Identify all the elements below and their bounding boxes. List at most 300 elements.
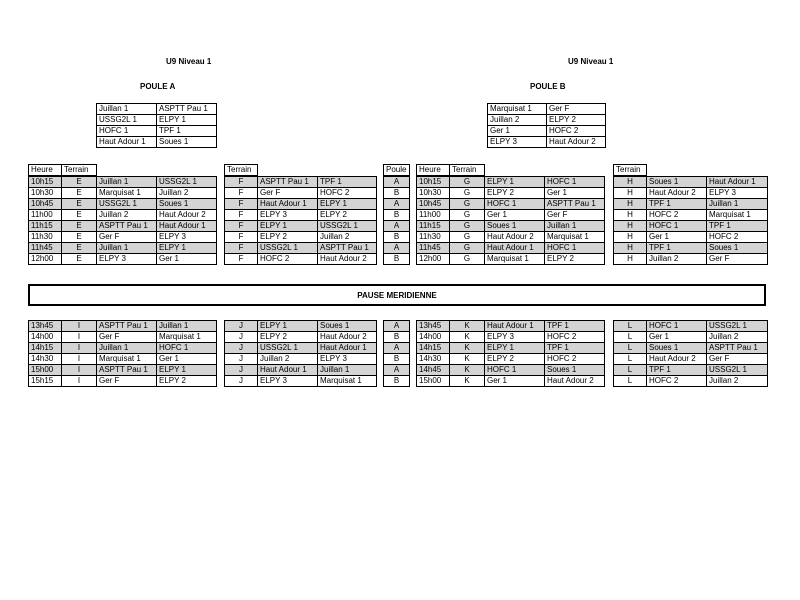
- table-cell: E: [62, 254, 97, 265]
- table-cell: ELPY 2: [318, 210, 377, 221]
- table-cell: HOFC 2: [707, 232, 768, 243]
- afternoon-block-1: [28, 320, 217, 387]
- table-row: [417, 232, 605, 243]
- table-cell: G: [450, 188, 485, 199]
- afternoon-block-3: [416, 320, 605, 387]
- table-cell: ELPY 3: [258, 376, 318, 387]
- table-row: [614, 199, 768, 210]
- table-cell: J: [225, 354, 258, 365]
- header-terrain: Terrain: [450, 165, 485, 176]
- table-cell: TPF 1: [647, 199, 707, 210]
- table-cell: Juillan 1: [97, 104, 157, 115]
- morning-poule: [383, 176, 410, 265]
- table-cell: 14h30: [29, 354, 62, 365]
- table-row: [29, 343, 217, 354]
- table-cell: Juillan 1: [318, 365, 377, 376]
- table-row: [417, 221, 605, 232]
- table-cell: B: [384, 188, 410, 199]
- table-row: [97, 126, 217, 137]
- table-cell: 11h45: [417, 243, 450, 254]
- table-cell: K: [450, 332, 485, 343]
- table-cell: A: [384, 221, 410, 232]
- table-cell: 15h00: [29, 365, 62, 376]
- table-cell: Ger F: [97, 332, 157, 343]
- table-cell: ELPY 3: [488, 137, 547, 148]
- table-cell: 15h00: [417, 376, 450, 387]
- table-cell: ELPY 3: [318, 354, 377, 365]
- table-cell: H: [614, 188, 647, 199]
- table-cell: Haut Adour 2: [545, 376, 605, 387]
- table-cell: Haut Adour 2: [485, 232, 545, 243]
- table-cell: G: [450, 232, 485, 243]
- table-cell: E: [62, 199, 97, 210]
- morning-block-4: [613, 176, 768, 265]
- table-cell: 11h15: [29, 221, 62, 232]
- table-row: [384, 321, 410, 332]
- table-cell: TPF 1: [545, 343, 605, 354]
- poule-b-title: POULE B: [530, 82, 566, 91]
- table-row: [29, 199, 217, 210]
- table-cell: Juillan 1: [707, 199, 768, 210]
- table-row: [225, 254, 377, 265]
- table-cell: A: [384, 243, 410, 254]
- table-row: [417, 199, 605, 210]
- table-cell: Ger F: [545, 210, 605, 221]
- table-row: [384, 332, 410, 343]
- table-cell: F: [225, 232, 258, 243]
- table-cell: HOFC 2: [545, 332, 605, 343]
- table-row: [97, 137, 217, 148]
- table-cell: 11h00: [417, 210, 450, 221]
- table-cell: HOFC 1: [485, 365, 545, 376]
- table-cell: ELPY 1: [258, 221, 318, 232]
- table-cell: H: [614, 177, 647, 188]
- table-cell: ELPY 2: [485, 188, 545, 199]
- table-row: [225, 243, 377, 254]
- header-b4: [613, 164, 647, 176]
- table-cell: F: [225, 210, 258, 221]
- table-cell: Ger F: [547, 104, 606, 115]
- table-cell: Soues 1: [485, 221, 545, 232]
- table-cell: ELPY 1: [157, 365, 217, 376]
- table-cell: L: [614, 376, 647, 387]
- table-cell: Marquisat 1: [97, 188, 157, 199]
- header-terrain: Terrain: [62, 165, 97, 176]
- table-cell: Haut Adour 2: [157, 210, 217, 221]
- table-row: [614, 343, 768, 354]
- table-cell: H: [614, 243, 647, 254]
- table-cell: ASPTT Pau 1: [545, 199, 605, 210]
- table-cell: B: [384, 332, 410, 343]
- table-cell: ASPTT Pau 1: [97, 321, 157, 332]
- title-left: U9 Niveau 1: [166, 57, 212, 66]
- table-cell: H: [614, 221, 647, 232]
- table-row: [614, 221, 768, 232]
- table-cell: Ger F: [707, 354, 768, 365]
- table-cell: TPF 1: [545, 321, 605, 332]
- table-cell: Ger 1: [647, 332, 707, 343]
- table-cell: 10h30: [417, 188, 450, 199]
- table-cell: 11h30: [29, 232, 62, 243]
- table-cell: Ger 1: [488, 126, 547, 137]
- table-cell: HOFC 1: [545, 243, 605, 254]
- table-cell: G: [450, 177, 485, 188]
- table-cell: ELPY 3: [707, 188, 768, 199]
- table-cell: Haut Adour 1: [258, 199, 318, 210]
- table-row: [384, 365, 410, 376]
- table-cell: ELPY 3: [485, 332, 545, 343]
- title-right: U9 Niveau 1: [568, 57, 614, 66]
- table-cell: ELPY 1: [258, 321, 318, 332]
- table-row: [384, 188, 410, 199]
- table-cell: Juillan 1: [545, 221, 605, 232]
- table-cell: L: [614, 332, 647, 343]
- table-row: [384, 199, 410, 210]
- table-cell: Juillan 2: [488, 115, 547, 126]
- table-cell: H: [614, 199, 647, 210]
- table-cell: Haut Adour 2: [318, 254, 377, 265]
- table-cell: Ger 1: [485, 210, 545, 221]
- table-cell: G: [450, 243, 485, 254]
- table-cell: Haut Adour 1: [318, 343, 377, 354]
- table-cell: USSG2L 1: [258, 343, 318, 354]
- table-cell: I: [62, 376, 97, 387]
- table-row: [29, 177, 217, 188]
- table-cell: TPF 1: [157, 126, 217, 137]
- table-cell: I: [62, 332, 97, 343]
- table-cell: Ger F: [707, 254, 768, 265]
- table-row: [417, 321, 605, 332]
- table-cell: ELPY 2: [485, 354, 545, 365]
- table-cell: 10h45: [29, 199, 62, 210]
- table-cell: E: [62, 232, 97, 243]
- table-cell: Marquisat 1: [97, 354, 157, 365]
- table-row: [384, 210, 410, 221]
- table-cell: TPF 1: [647, 365, 707, 376]
- table-cell: L: [614, 343, 647, 354]
- table-cell: Soues 1: [545, 365, 605, 376]
- table-cell: ASPTT Pau 1: [707, 343, 768, 354]
- table-cell: Juillan 1: [97, 343, 157, 354]
- table-cell: 14h30: [417, 354, 450, 365]
- table-cell: L: [614, 354, 647, 365]
- header-terrain: Terrain: [225, 165, 258, 176]
- table-cell: ELPY 3: [157, 232, 217, 243]
- table-cell: Ger F: [97, 232, 157, 243]
- header-b3: [416, 164, 485, 176]
- afternoon-poule: [383, 320, 410, 387]
- table-cell: ELPY 2: [258, 232, 318, 243]
- table-cell: F: [225, 221, 258, 232]
- table-cell: B: [384, 376, 410, 387]
- table-cell: Soues 1: [647, 343, 707, 354]
- table-row: [225, 354, 377, 365]
- table-cell: Haut Adour 2: [647, 188, 707, 199]
- table-cell: 14h15: [29, 343, 62, 354]
- table-cell: Marquisat 1: [545, 232, 605, 243]
- table-cell: E: [62, 188, 97, 199]
- table-row: [29, 354, 217, 365]
- table-cell: HOFC 1: [545, 177, 605, 188]
- table-cell: Haut Adour 2: [547, 137, 606, 148]
- table-row: [225, 232, 377, 243]
- table-cell: 14h45: [417, 365, 450, 376]
- table-cell: 13h45: [417, 321, 450, 332]
- table-cell: E: [62, 210, 97, 221]
- table-row: [417, 188, 605, 199]
- table-row: [614, 354, 768, 365]
- table-row: [225, 210, 377, 221]
- table-cell: 14h00: [29, 332, 62, 343]
- table-cell: B: [384, 210, 410, 221]
- table-row: [225, 188, 377, 199]
- table-cell: HOFC 2: [258, 254, 318, 265]
- table-row: [417, 254, 605, 265]
- table-cell: ELPY 2: [157, 376, 217, 387]
- table-row: [417, 354, 605, 365]
- table-cell: Ger F: [97, 376, 157, 387]
- table-row: [97, 104, 217, 115]
- table-cell: USSG2L 1: [258, 243, 318, 254]
- table-row: [417, 365, 605, 376]
- table-row: [614, 210, 768, 221]
- table-row: [614, 321, 768, 332]
- table-cell: G: [450, 199, 485, 210]
- table-row: [614, 376, 768, 387]
- table-cell: A: [384, 321, 410, 332]
- table-row: [488, 137, 606, 148]
- table-cell: Marquisat 1: [485, 254, 545, 265]
- table-cell: ELPY 2: [545, 254, 605, 265]
- table-cell: F: [225, 177, 258, 188]
- table-cell: 10h15: [29, 177, 62, 188]
- table-row: [225, 332, 377, 343]
- table-row: [225, 199, 377, 210]
- table-row: [384, 232, 410, 243]
- table-cell: J: [225, 332, 258, 343]
- table-cell: E: [62, 177, 97, 188]
- table-cell: Haut Adour 1: [707, 177, 768, 188]
- table-cell: Juillan 2: [258, 354, 318, 365]
- table-cell: Ger 1: [485, 376, 545, 387]
- table-cell: HOFC 2: [318, 188, 377, 199]
- table-cell: A: [384, 199, 410, 210]
- pause-banner: PAUSE MERIDIENNE: [28, 284, 766, 306]
- table-cell: Soues 1: [318, 321, 377, 332]
- table-row: [225, 365, 377, 376]
- table-cell: 15h15: [29, 376, 62, 387]
- table-cell: G: [450, 254, 485, 265]
- poule-a-table: [96, 103, 217, 148]
- table-cell: Marquisat 1: [488, 104, 547, 115]
- table-cell: Juillan 2: [647, 254, 707, 265]
- table-cell: ASPTT Pau 1: [97, 365, 157, 376]
- table-row: [614, 232, 768, 243]
- table-cell: Ger 1: [545, 188, 605, 199]
- table-cell: ASPTT Pau 1: [258, 177, 318, 188]
- table-cell: ELPY 3: [258, 210, 318, 221]
- header-terrain: Terrain: [614, 165, 647, 176]
- table-cell: B: [384, 254, 410, 265]
- table-cell: 10h15: [417, 177, 450, 188]
- table-cell: Juillan 2: [707, 332, 768, 343]
- header-b2: [224, 164, 258, 176]
- table-cell: J: [225, 343, 258, 354]
- table-cell: Ger 1: [157, 254, 217, 265]
- table-cell: J: [225, 376, 258, 387]
- table-row: [417, 376, 605, 387]
- table-cell: 14h00: [417, 332, 450, 343]
- table-row: [384, 254, 410, 265]
- header-poule: [383, 164, 410, 176]
- table-cell: H: [614, 232, 647, 243]
- table-row: [614, 177, 768, 188]
- table-cell: ASPTT Pau 1: [157, 104, 217, 115]
- table-cell: HOFC 1: [157, 343, 217, 354]
- table-row: [225, 376, 377, 387]
- table-cell: H: [614, 210, 647, 221]
- afternoon-block-4: [613, 320, 768, 387]
- table-cell: 11h30: [417, 232, 450, 243]
- table-row: [29, 365, 217, 376]
- table-row: [225, 321, 377, 332]
- table-row: [384, 177, 410, 188]
- table-cell: Juillan 1: [97, 243, 157, 254]
- table-row: [417, 177, 605, 188]
- table-cell: F: [225, 243, 258, 254]
- table-row: [29, 188, 217, 199]
- table-row: [488, 126, 606, 137]
- table-cell: B: [384, 232, 410, 243]
- table-cell: Haut Adour 1: [485, 243, 545, 254]
- table-cell: I: [62, 354, 97, 365]
- table-cell: Ger F: [258, 188, 318, 199]
- table-cell: ASPTT Pau 1: [97, 221, 157, 232]
- table-row: [384, 343, 410, 354]
- table-cell: G: [450, 221, 485, 232]
- table-cell: HOFC 1: [97, 126, 157, 137]
- table-cell: I: [62, 321, 97, 332]
- table-cell: ASPTT Pau 1: [318, 243, 377, 254]
- poule-a-title: POULE A: [140, 82, 176, 91]
- table-cell: 11h15: [417, 221, 450, 232]
- table-cell: I: [62, 343, 97, 354]
- table-cell: HOFC 1: [485, 199, 545, 210]
- table-cell: E: [62, 243, 97, 254]
- table-cell: G: [450, 210, 485, 221]
- table-cell: ELPY 1: [318, 199, 377, 210]
- table-cell: 12h00: [417, 254, 450, 265]
- table-cell: K: [450, 376, 485, 387]
- table-cell: ELPY 3: [97, 254, 157, 265]
- table-cell: 10h30: [29, 188, 62, 199]
- table-cell: ELPY 2: [258, 332, 318, 343]
- header-heure: Heure: [29, 165, 62, 176]
- table-cell: F: [225, 188, 258, 199]
- table-cell: Soues 1: [157, 199, 217, 210]
- table-cell: Juillan 2: [707, 376, 768, 387]
- table-row: [384, 376, 410, 387]
- table-row: [29, 321, 217, 332]
- table-cell: 11h45: [29, 243, 62, 254]
- table-cell: ELPY 1: [157, 115, 217, 126]
- table-cell: USSG2L 1: [318, 221, 377, 232]
- header-heure: Heure: [417, 165, 450, 176]
- table-cell: HOFC 2: [647, 210, 707, 221]
- table-row: [614, 332, 768, 343]
- table-cell: A: [384, 365, 410, 376]
- table-cell: ELPY 1: [485, 343, 545, 354]
- table-cell: HOFC 2: [647, 376, 707, 387]
- table-row: [29, 221, 217, 232]
- table-row: [29, 376, 217, 387]
- table-row: [225, 343, 377, 354]
- table-row: [29, 332, 217, 343]
- table-cell: Haut Adour 1: [97, 137, 157, 148]
- table-row: [29, 210, 217, 221]
- table-row: [29, 232, 217, 243]
- table-row: [614, 365, 768, 376]
- table-cell: Haut Adour 1: [258, 365, 318, 376]
- table-cell: Juillan 2: [97, 210, 157, 221]
- table-row: [29, 254, 217, 265]
- table-cell: ELPY 1: [157, 243, 217, 254]
- table-cell: Marquisat 1: [318, 376, 377, 387]
- table-cell: TPF 1: [647, 243, 707, 254]
- table-row: [417, 210, 605, 221]
- table-row: [225, 221, 377, 232]
- table-cell: Soues 1: [157, 137, 217, 148]
- table-row: [488, 104, 606, 115]
- table-cell: K: [450, 354, 485, 365]
- table-cell: Haut Adour 2: [318, 332, 377, 343]
- table-cell: L: [614, 365, 647, 376]
- table-cell: Juillan 2: [318, 232, 377, 243]
- table-cell: 12h00: [29, 254, 62, 265]
- table-row: [29, 243, 217, 254]
- table-cell: Juillan 1: [157, 321, 217, 332]
- morning-block-1: [28, 176, 217, 265]
- table-cell: Soues 1: [647, 177, 707, 188]
- table-row: [488, 115, 606, 126]
- table-cell: HOFC 2: [545, 354, 605, 365]
- table-cell: TPF 1: [707, 221, 768, 232]
- table-cell: TPF 1: [318, 177, 377, 188]
- table-cell: Juillan 1: [97, 177, 157, 188]
- table-cell: A: [384, 343, 410, 354]
- table-cell: H: [614, 254, 647, 265]
- table-cell: F: [225, 254, 258, 265]
- table-cell: F: [225, 199, 258, 210]
- table-row: [614, 254, 768, 265]
- table-row: [614, 243, 768, 254]
- table-cell: USSG2L 1: [97, 199, 157, 210]
- table-cell: J: [225, 321, 258, 332]
- table-row: [417, 332, 605, 343]
- table-cell: A: [384, 177, 410, 188]
- table-cell: 11h00: [29, 210, 62, 221]
- morning-block-3: [416, 176, 605, 265]
- table-cell: Marquisat 1: [707, 210, 768, 221]
- table-cell: K: [450, 321, 485, 332]
- table-cell: 10h45: [417, 199, 450, 210]
- table-cell: USSG2L 1: [707, 321, 768, 332]
- table-cell: J: [225, 365, 258, 376]
- table-cell: HOFC 1: [647, 221, 707, 232]
- table-row: [384, 243, 410, 254]
- table-cell: HOFC 1: [647, 321, 707, 332]
- table-cell: HOFC 2: [547, 126, 606, 137]
